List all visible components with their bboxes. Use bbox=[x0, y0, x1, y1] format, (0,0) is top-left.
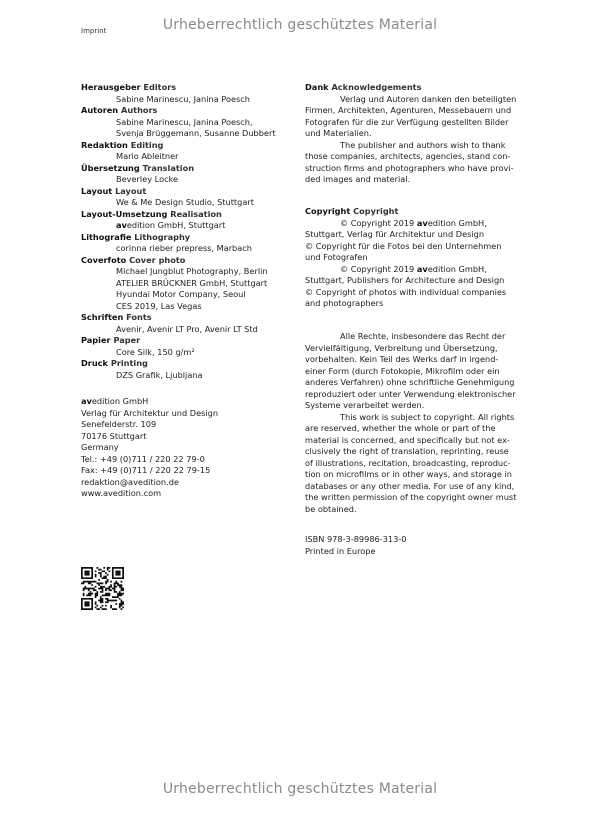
heading-en: Realisation bbox=[170, 208, 222, 219]
credits-list bbox=[81, 82, 276, 381]
address-line: 70176 Stuttgart bbox=[81, 430, 147, 441]
section-heading bbox=[81, 255, 276, 267]
credit-value: DZS Grafik, Ljubljana bbox=[116, 369, 203, 380]
heading-en: Editors bbox=[143, 82, 177, 92]
credit-value: ATELIER BRÜCKNER GmbH, Stuttgart bbox=[116, 277, 268, 288]
paragraph-line: Vervielfältigung, Verbreitung und Übersetzung, bbox=[305, 342, 498, 353]
heading-en: Copyright bbox=[353, 206, 399, 216]
heading-de: Papier bbox=[81, 335, 111, 345]
section-heading bbox=[305, 206, 506, 218]
section-heading bbox=[81, 232, 276, 244]
page-label: Imprint bbox=[81, 27, 107, 35]
paragraph-line: Systeme verarbeitet werden. bbox=[305, 400, 425, 410]
credit-value: Michael Jungblut Photography, Berlin bbox=[116, 266, 268, 276]
publisher-address bbox=[81, 396, 218, 500]
heading-en: Lithography bbox=[134, 231, 191, 242]
paragraph-line: are reserved, whether the whole or part of the bbox=[305, 423, 496, 433]
heading-en: Editing bbox=[130, 139, 164, 150]
section-heading bbox=[81, 82, 276, 94]
credit-value: Svenja Brüggemann, Susanne Dubbert bbox=[116, 128, 276, 138]
paragraph-line: reproduziert oder unter Verwendung elektronischer bbox=[305, 388, 516, 399]
paragraph-line: und Fotografen bbox=[305, 252, 368, 262]
paragraph-line: of illustrations, recitation, broadcasting, reproduc- bbox=[305, 457, 511, 468]
heading-en: Layout bbox=[115, 185, 147, 196]
paragraph-line: © Copyright für die Fotos bei den Unternehmen bbox=[305, 240, 502, 251]
paragraph-line: This work is subject to copyright. All rights bbox=[340, 411, 515, 422]
heading-de: Dank bbox=[305, 82, 329, 92]
credit-value: Sabine Marinescu, Janina Poesch, bbox=[116, 116, 253, 127]
paragraph-line: those companies, architects, agencies, stand con- bbox=[305, 151, 511, 161]
paragraph-line: Stuttgart, Publishers for Architecture and Design bbox=[305, 275, 505, 285]
heading-de: Lithografie bbox=[81, 231, 132, 242]
heading-de: Redaktion bbox=[81, 139, 128, 150]
heading-en: Cover photo bbox=[129, 254, 186, 265]
rights-section bbox=[305, 331, 516, 515]
address-line: Fax: +49 (0)711 / 220 22 79-15 bbox=[81, 465, 211, 475]
heading-de: Layout-Umsetzung bbox=[81, 208, 168, 219]
address-line: Germany bbox=[81, 442, 119, 452]
paragraph-line: be obtained. bbox=[305, 503, 357, 514]
address-line: Verlag für Architektur und Design bbox=[81, 407, 219, 418]
heading-de: Coverfoto bbox=[81, 254, 127, 265]
qr-modules bbox=[81, 567, 124, 610]
heading-en: Translation bbox=[142, 162, 195, 173]
section-heading bbox=[81, 209, 276, 221]
credit-value: corinna rieber prepress, Marbach bbox=[116, 243, 252, 253]
credit-value: CES 2019, Las Vegas bbox=[116, 300, 202, 311]
address-line: redaktion@avedition.de bbox=[81, 476, 179, 487]
credit-value: Sabine Marinescu, Janina Poesch bbox=[116, 93, 250, 104]
heading-de: Autoren bbox=[81, 105, 119, 115]
paragraph-line: clusively the right of translation, reprinting, reuse bbox=[305, 446, 509, 456]
paragraph-line: the written permission of the copyright owner must bbox=[305, 492, 517, 502]
credit-value: avedition GmbH, Stuttgart bbox=[116, 220, 226, 230]
section-heading bbox=[81, 186, 276, 198]
credit-value: Hyundai Motor Company, Seoul bbox=[116, 289, 246, 299]
paragraph-line: Fotografen für die zur Verfügung gestellten Bilder bbox=[305, 116, 509, 127]
credit-value: Avenir, Avenir LT Pro, Avenir LT Std bbox=[116, 323, 258, 334]
paragraph-line: © Copyright 2019 avedition GmbH, bbox=[340, 263, 487, 274]
paragraph-line: Verlag und Autoren danken den beteiligten bbox=[340, 93, 517, 104]
paragraph-line: struction firms and photographers who have provi- bbox=[305, 162, 514, 173]
paragraph-line: © Copyright of photos with individual companies bbox=[305, 286, 507, 297]
address-line: avedition GmbH bbox=[81, 396, 149, 406]
section-heading bbox=[81, 140, 276, 152]
isbn-line: Printed in Europe bbox=[305, 545, 376, 556]
watermark-bottom: Urheberrechtlich geschütztes Material bbox=[162, 781, 438, 797]
paragraph-line: tion on microfilms or in other ways, and storage in bbox=[305, 469, 512, 479]
credit-value: Beverley Locke bbox=[116, 174, 179, 184]
paragraph-line: databases or any other media. For use of any kind, bbox=[305, 480, 515, 491]
isbn-section bbox=[305, 534, 407, 557]
heading-en: Paper bbox=[113, 335, 141, 345]
paragraph-line: einer Form (durch Fotokopie, Mikrofilm oder ein bbox=[305, 365, 500, 376]
copyright-section bbox=[305, 206, 506, 310]
section-heading bbox=[81, 312, 276, 324]
address-line: Tel.: +49 (0)711 / 220 22 79-0 bbox=[81, 453, 205, 464]
paragraph-line: und Materialien. bbox=[305, 128, 372, 138]
credit-value: Mario Ableitner bbox=[116, 151, 179, 161]
paragraph-line: © Copyright 2019 avedition GmbH, bbox=[340, 217, 487, 228]
address-line: www.avedition.com bbox=[81, 488, 162, 498]
heading-en: Fonts bbox=[126, 312, 152, 322]
paragraph-line: and photographers bbox=[305, 298, 384, 308]
paragraph-line: material is concerned, and specifically but not ex- bbox=[305, 434, 510, 445]
section-heading bbox=[305, 82, 516, 94]
heading-de: Herausgeber bbox=[81, 82, 141, 92]
paragraph-line: anderes Verfahren) ohne schriftliche Genehmigung bbox=[305, 377, 515, 387]
heading-de: Layout bbox=[81, 185, 113, 196]
credit-value: Core Silk, 150 g/m² bbox=[116, 346, 195, 357]
address-line: Senefelderstr. 109 bbox=[81, 419, 157, 429]
heading-de: Copyright bbox=[305, 206, 351, 216]
watermark-top: Urheberrechtlich geschütztes Material bbox=[162, 17, 438, 33]
credit-value: We & Me Design Studio, Stuttgart bbox=[116, 197, 254, 207]
paragraph-line: vorbehalten. Kein Teil des Werks darf in irgend- bbox=[305, 354, 499, 364]
isbn-line: ISBN 978-3-89986-313-0 bbox=[305, 534, 407, 544]
heading-de: Druck bbox=[81, 358, 108, 368]
paragraph-line: Alle Rechte, insbesondere das Recht der bbox=[340, 331, 506, 341]
paragraph-line: Firmen, Architekten, Agenturen, Messebauern und bbox=[305, 105, 512, 115]
section-heading bbox=[81, 335, 276, 347]
section-heading bbox=[81, 105, 276, 117]
acknowledgements-section bbox=[305, 82, 516, 186]
heading-en: Printing bbox=[110, 358, 148, 368]
qr-code-icon bbox=[81, 567, 124, 610]
paragraph-line: Stuttgart, Verlag für Architektur und Design bbox=[305, 229, 485, 239]
heading-de: Schriften bbox=[81, 312, 124, 322]
heading-en: Authors bbox=[120, 105, 158, 115]
section-heading bbox=[81, 358, 276, 370]
paragraph-line: The publisher and authors wish to thank bbox=[340, 139, 506, 150]
paragraph-line: ded images and material. bbox=[305, 174, 411, 184]
section-heading bbox=[81, 163, 276, 175]
heading-en: Acknowledgements bbox=[331, 82, 422, 92]
heading-de: Übersetzung bbox=[81, 162, 140, 173]
